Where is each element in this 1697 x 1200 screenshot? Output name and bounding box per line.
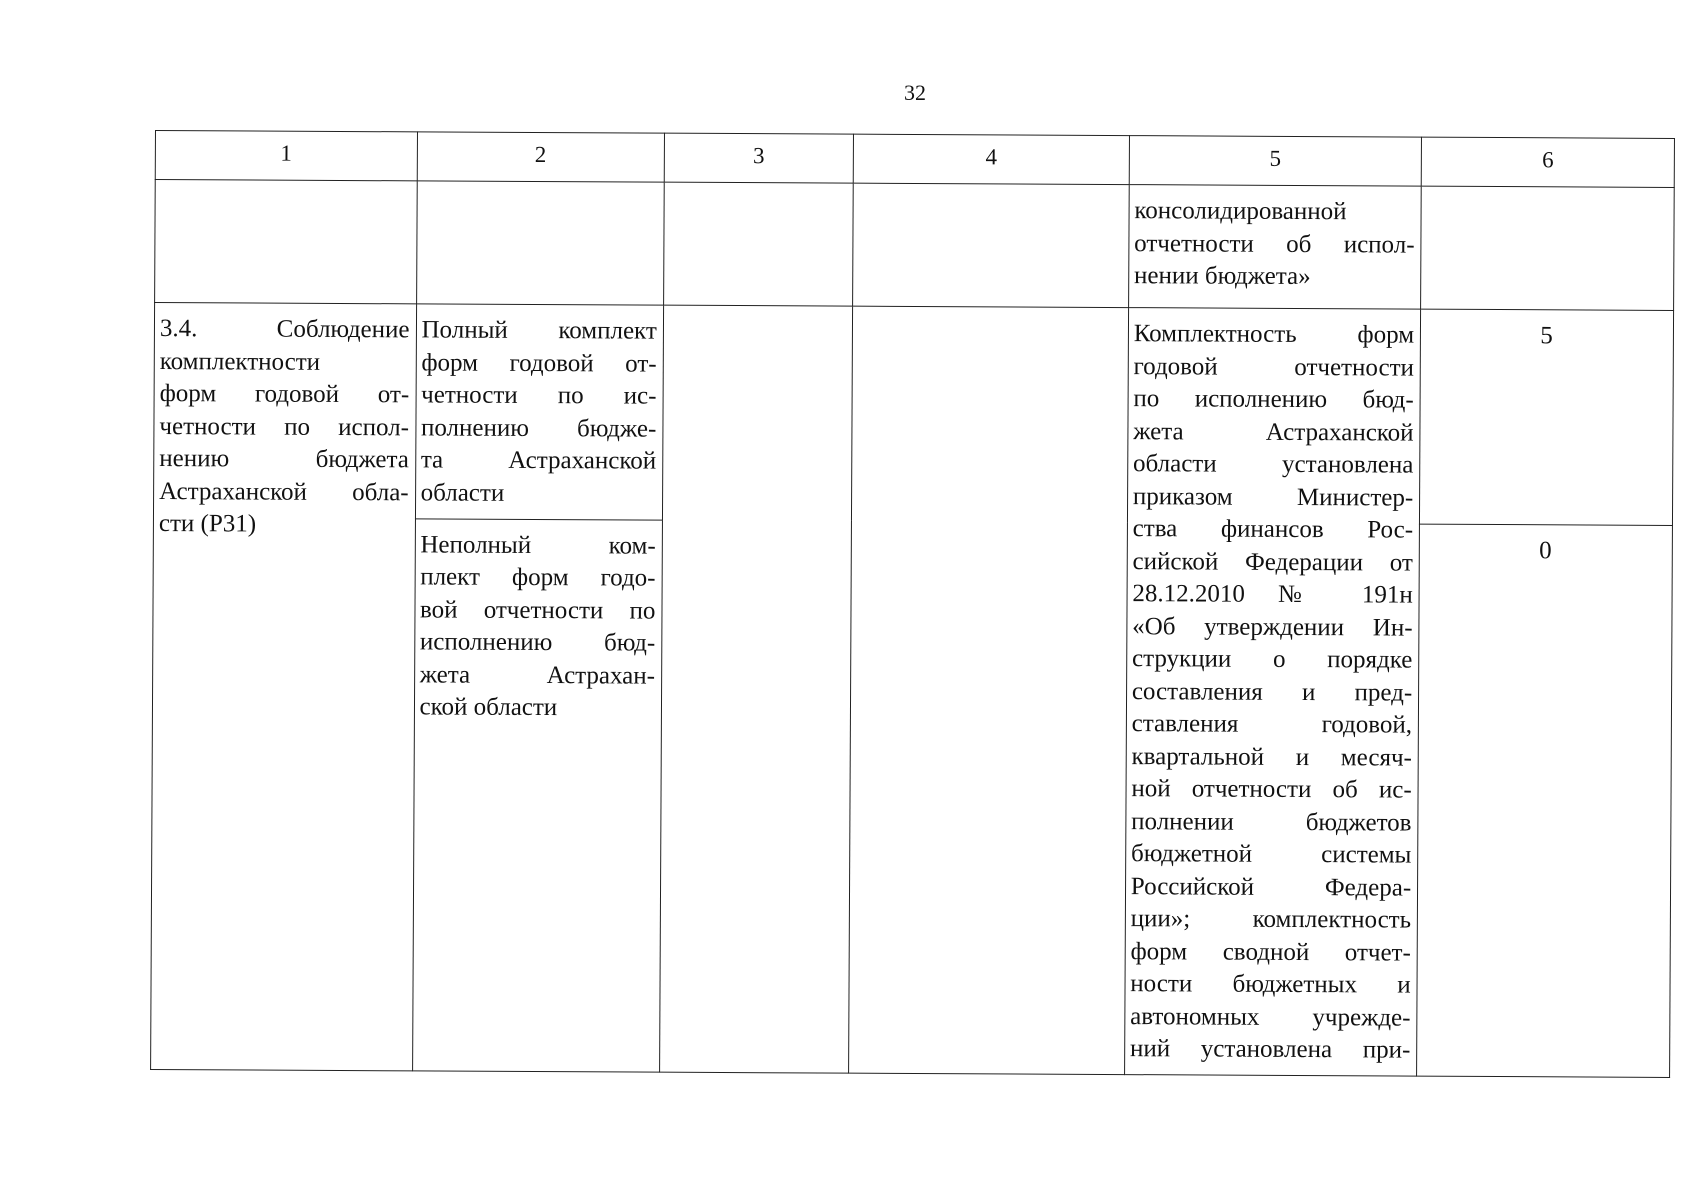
text-line: 28.12.2010 № 191н: [1132, 580, 1413, 609]
header-col-2: 2: [417, 132, 665, 182]
text-line: по исполнению бюд-: [1133, 385, 1414, 414]
carry-cell-6: [1421, 186, 1674, 310]
text-line: ности бюджетных и: [1130, 970, 1411, 999]
condition-partial-cell: [412, 519, 662, 1072]
text-line: струкции о порядке: [1131, 645, 1413, 674]
score-partial-cell: 0: [1417, 524, 1673, 1077]
text-line: сти (Р31): [158, 510, 257, 538]
text-line: годовой отчетности: [1133, 352, 1415, 382]
text-line: исполнению бюд-: [419, 628, 656, 658]
text-line: Комплектность форм: [1133, 320, 1415, 349]
text-line: ной отчетности об ис-: [1131, 775, 1412, 804]
text-line: бюджетной системы: [1130, 840, 1412, 869]
header-col-3: 3: [664, 133, 853, 183]
text-line: Неполный ком-: [420, 531, 656, 560]
criterion-name-cell: [151, 303, 417, 1071]
score-full-cell: 5: [1420, 309, 1674, 525]
text-line: Российской Федера-: [1130, 872, 1412, 902]
text-line: Полный комплект: [421, 316, 657, 345]
condition-full-cell: [415, 304, 663, 520]
text-line: консолидированной: [1134, 197, 1347, 226]
text-line: комплектности: [159, 347, 321, 376]
header-row: [155, 131, 1674, 188]
text-line: нению бюджета: [159, 445, 409, 474]
text-line: области: [420, 478, 505, 507]
carry-cell-1: [155, 180, 417, 304]
carry-cell-4: [853, 183, 1130, 307]
text-line: полнению бюдже-: [420, 413, 657, 443]
header-col-5: 5: [1129, 136, 1422, 187]
text-line: жета Астраханской: [1133, 417, 1414, 447]
criterion-row-3-4: [153, 303, 1673, 526]
page-number: 32: [904, 80, 926, 105]
text-line: жета Астрахан-: [419, 661, 656, 690]
text-line: ской области: [419, 693, 558, 722]
text-line: составления и пред-: [1131, 677, 1413, 707]
text-line: четности по испол-: [159, 412, 410, 441]
text-line: полнении бюджетов: [1131, 807, 1412, 837]
text-line: та Астраханской: [420, 446, 657, 475]
text-line: нении бюджета»: [1133, 262, 1311, 291]
text-line: форм сводной отчет-: [1130, 937, 1411, 967]
header-col-1: 1: [155, 131, 417, 181]
text-line: ний установлена при-: [1129, 1035, 1411, 1064]
text-line: ции»; комплектность: [1130, 905, 1412, 934]
text-line: форм годовой от-: [421, 348, 657, 378]
text-line: вой отчетности по: [419, 596, 656, 625]
text-line: форм годовой от-: [159, 380, 410, 409]
col3-cell: [659, 305, 852, 1072]
text-line: плект форм годо-: [420, 563, 656, 593]
text-line: 3.4. Соблюдение: [159, 315, 410, 344]
text-line: квартальной и месяч-: [1131, 742, 1412, 772]
text-line: сийской Федерации от: [1132, 547, 1413, 577]
text-line: области установлена: [1132, 450, 1414, 479]
carry-cell-5: [1128, 185, 1421, 310]
text-line: ставления годовой,: [1131, 710, 1413, 739]
text-line: ства финансов Рос-: [1132, 515, 1414, 544]
text-line: четности по ис-: [421, 381, 657, 410]
carry-cell-2: [416, 181, 664, 305]
text-line: Астраханской обла-: [159, 477, 409, 506]
header-col-6: 6: [1421, 137, 1674, 187]
carry-over-row: [155, 180, 1675, 311]
text-line: отчетности об испол-: [1134, 229, 1415, 259]
header-col-4: 4: [853, 134, 1129, 184]
col4-cell: [848, 306, 1128, 1074]
text-line: «Об утверждении Ин-: [1132, 612, 1413, 642]
carry-cell-3: [663, 182, 853, 306]
criteria-table: [150, 130, 1675, 1077]
text-line: приказом Министер-: [1132, 482, 1414, 512]
basis-cell: [1124, 308, 1420, 1076]
text-line: автономных учрежде-: [1130, 1002, 1411, 1032]
